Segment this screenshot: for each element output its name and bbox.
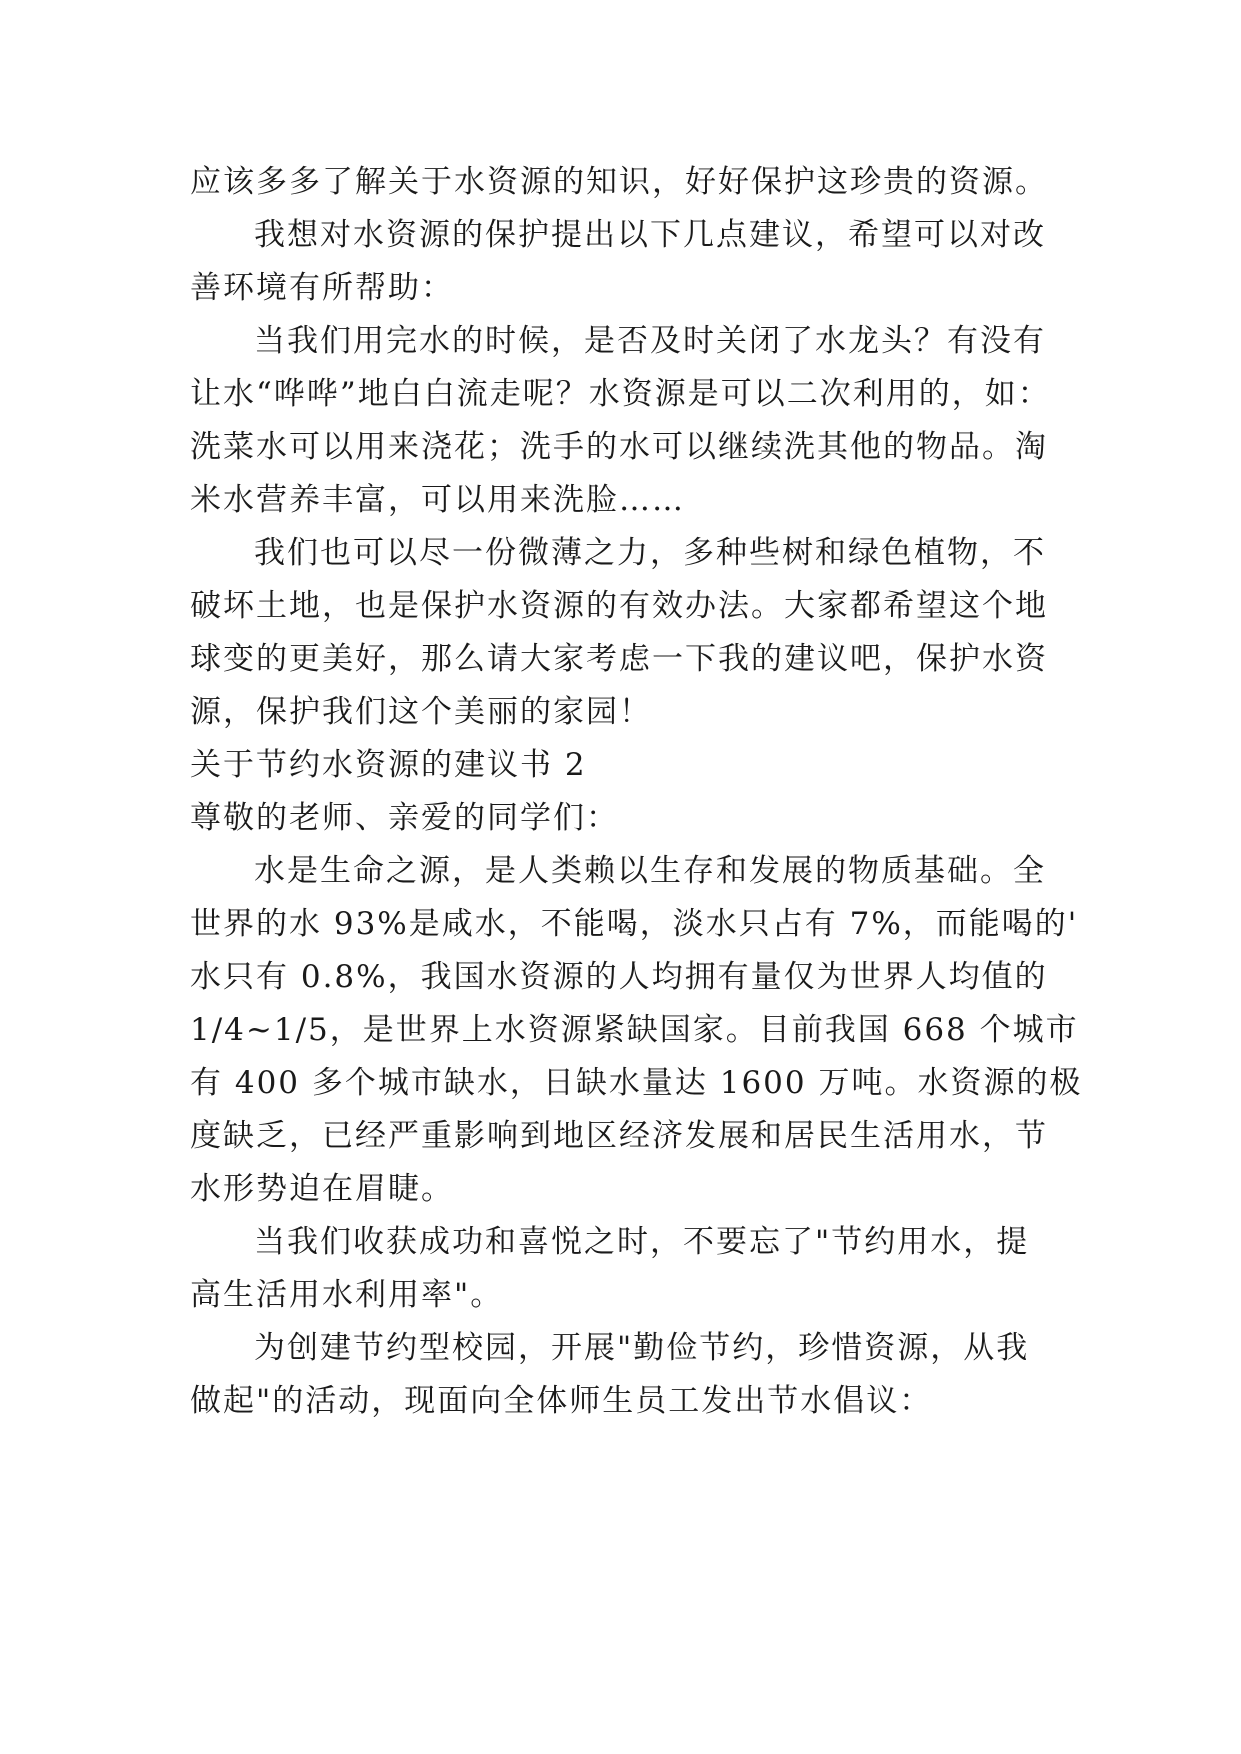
paragraph-start: 我们也可以尽一份微薄之力，多种些树和绿色植物，不 [254, 535, 1046, 571]
text-line: 源，保护我们这个美丽的家园！ [190, 694, 652, 730]
text-line: 洗菜水可以用来浇花；洗手的水可以继续洗其他的物品。淘 [190, 429, 1048, 465]
paragraph-start: 当我们用完水的时候，是否及时关闭了水龙头？有没有 [254, 323, 1046, 359]
text-line: 水只有 0.8%，我国水资源的人均拥有量仅为世界人均值的 [190, 959, 1048, 995]
paragraph-start: 我想对水资源的保护提出以下几点建议，希望可以对改 [254, 217, 1046, 253]
text-line: 米水营养丰富，可以用来洗脸…… [190, 482, 685, 518]
text-line: 有 400 多个城市缺水，日缺水量达 1600 万吨。水资源的极 [190, 1065, 1083, 1101]
paragraph-start: 当我们收获成功和喜悦之时，不要忘了"节约用水，提 [254, 1224, 1030, 1260]
text-line: 破坏土地，也是保护水资源的有效办法。大家都希望这个地 [190, 588, 1048, 624]
text-line: 水形势迫在眉睫。 [190, 1171, 454, 1207]
paragraph-start: 水是生命之源，是人类赖以生存和发展的物质基础。全 [254, 853, 1046, 889]
text-line: 1/4~1/5，是世界上水资源紧缺国家。目前我国 668 个城市 [190, 1012, 1079, 1048]
text-line: 应该多多了解关于水资源的知识，好好保护这珍贵的资源。 [190, 164, 1048, 200]
text-line: 度缺乏，已经严重影响到地区经济发展和居民生活用水，节 [190, 1118, 1048, 1154]
text-line: 高生活用水利用率"。 [190, 1277, 504, 1313]
text-line: 让水“哗哗”地白白流走呢？水资源是可以二次利用的，如： [190, 376, 1051, 412]
text-line: 世界的水 93%是咸水，不能喝，淡水只占有 7%，而能喝的' [190, 906, 1079, 942]
section-heading: 关于节约水资源的建议书 2 [190, 747, 587, 783]
paragraph-start: 为创建节约型校园，开展"勤俭节约，珍惜资源，从我 [254, 1330, 1030, 1366]
text-line: 球变的更美好，那么请大家考虑一下我的建议吧，保护水资 [190, 641, 1048, 677]
text-line: 做起"的活动，现面向全体师生员工发出节水倡议： [190, 1383, 933, 1419]
text-line: 善环境有所帮助： [190, 270, 454, 306]
salutation: 尊敬的老师、亲爱的同学们： [190, 800, 619, 836]
